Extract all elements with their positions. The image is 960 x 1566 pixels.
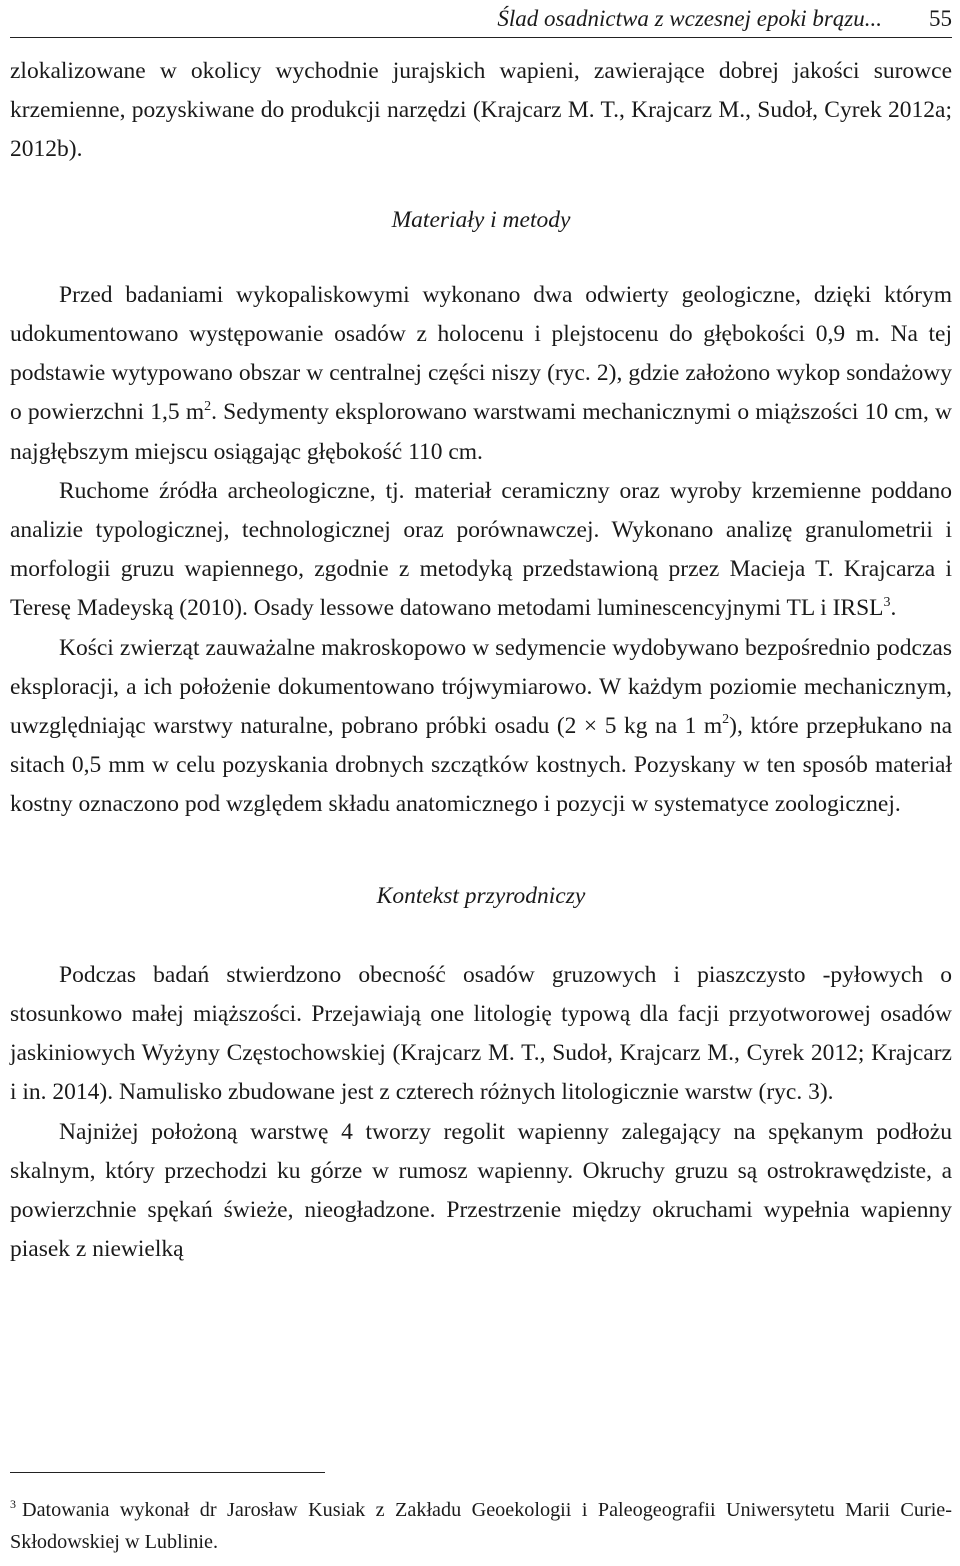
paragraph-text: Przed badaniami wykopaliskowymi wykonano dwa odwierty geologiczne, dzięki którym udokumentowano występowanie osadów z holocenu i plejstocenu do głębokości 0,9 m. Na tej podstawie wytypowano obszar w centralnej części niszy (ryc. 2), gdzie założono wykop sondażowy o powierzchni 1,5 m bbox=[10, 281, 952, 426]
footnote-mark: 3 bbox=[10, 1497, 16, 1512]
paragraph-bones bbox=[10, 629, 952, 825]
paragraph-sediments: Podczas badań stwierdzono obecność osadów gruzowych i piaszczysto -pyłowych o stosunkowo małej miąższości. Przejawiają one litologię typową dla facji przyotworowej osadów jaskiniowych Wyżyny Częstochowskiej (Krajcarz M. T., Sudoł, Krajcarz M., Cyrek 2012; Krajcarz i in. 2014). Namulisko zbudowane jest z czterech różnych litologicznie warstw (ryc. 3). bbox=[10, 961, 952, 1106]
paragraph-layer-4: Najniżej położoną warstwę 4 tworzy regolit wapienny zalegający na spękanym podłożu skalnym, który przechodzi ku górze w rumosz wapienny. Okruchy gruzu są ostrokrawędziste, a powierzchnie spękań świeże, nieogładzone. Przestrzenie między okruchami wypełnia wapienny piasek z niewielką bbox=[10, 1118, 952, 1263]
paragraph-analysis bbox=[10, 472, 952, 629]
paragraph-boreholes bbox=[10, 276, 952, 472]
running-head bbox=[10, 6, 952, 32]
body-text bbox=[10, 52, 952, 1269]
paragraph-text: Ruchome źródła archeologiczne, tj. materiał ceramiczny oraz wyroby krzemienne poddano analizie typologicznej, technologicznej oraz porównawczej. Wykonano analizę granulometrii i morfologii gruzu wapiennego, zgodnie z metodyką przedstawioną przez Macieja T. Krajcarza i Teresę Madeyską (2010). Osady lessowe datowano metodami luminescencyjnymi TL i IRSL bbox=[10, 477, 952, 622]
document-page bbox=[10, 0, 952, 1566]
paragraph-text: ), które przepłukano na sitach 0,5 mm w celu pozyskania drobnych szczątków kostnych. Pozyskany w ten sposób materiał kostny oznaczono pod względem składu anatomicznego i pozycji w systematyce zoologicznej. bbox=[10, 713, 952, 818]
heading-methods: Materiały i metody bbox=[391, 206, 571, 233]
superscript: 2 bbox=[722, 712, 730, 728]
paragraph-continuation: zlokalizowane w okolicy wychodnie jurajskich wapieni, zawierające dobrej jakości surowce krzemienne, pozyskiwane do produkcji narzędzi (Krajcarz M. T., Krajcarz M., Sudoł, Cyrek 2012a; 2012b). bbox=[10, 58, 952, 163]
paragraph-text: Kości zwierząt zauważalne makroskopowo w sedymencie wydobywano bezpośrednio podczas eksploracji, a ich położenie dokumentowano trójwymiarowo. W każdym poziomie mechanicznym, uwzględniając warstwy naturalne, pobrano próbki osadu (2 × 5 kg na 1 m bbox=[10, 634, 952, 740]
page-number: 55 bbox=[929, 6, 952, 31]
superscript: 2 bbox=[204, 398, 212, 414]
running-head-title: Ślad osadnictwa z wczesnej epoki brązu... bbox=[497, 6, 882, 31]
footnote-reference: 3 bbox=[883, 594, 891, 610]
paragraph-text: . Sedymenty eksplorowano warstwami mechanicznymi o miąższości 10 cm, w najgłębszym miejscu osiągając głębokość 110 cm. bbox=[10, 399, 952, 465]
footnote-rule bbox=[10, 1472, 325, 1473]
footnote-text: Datowania wykonał dr Jarosław Kusiak z Zakładu Geoekologii i Paleogeografii Uniwersytetu Marii Curie-Skłodowskiej w Lublinie. bbox=[10, 1499, 952, 1553]
header-rule bbox=[10, 37, 952, 38]
paragraph-text: . bbox=[890, 595, 897, 622]
footnote bbox=[10, 1494, 952, 1558]
heading-context: Kontekst przyrodniczy bbox=[376, 882, 586, 909]
